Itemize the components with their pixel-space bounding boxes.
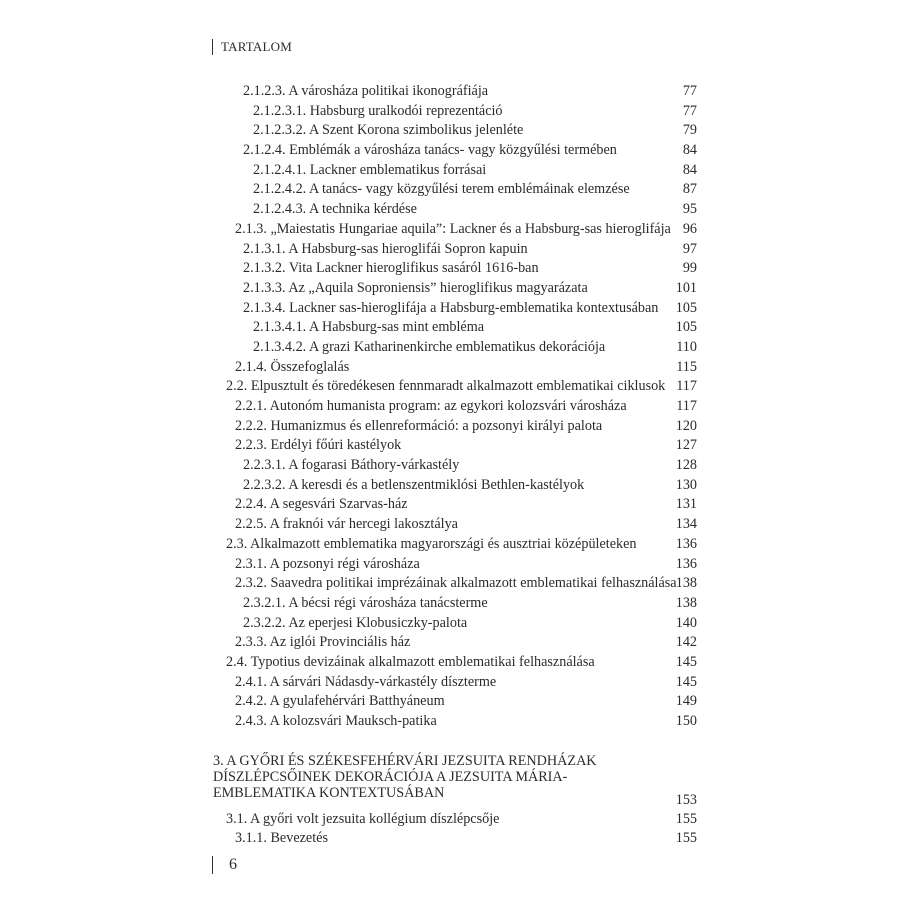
- toc-entry[interactable]: [0, 633, 900, 653]
- toc-entry-title: 2.2.1. Autonóm humanista program: az egykori kolozsvári városháza: [235, 398, 627, 414]
- toc-entry-page: 142: [675, 634, 697, 651]
- toc-entry-page: 150: [675, 713, 697, 729]
- toc-entry-page: 155: [675, 830, 697, 847]
- toc-entry-title: 2.1.3.2. Vita Lackner hieroglifikus sasáról 1616-ban: [243, 260, 539, 277]
- toc-entry-page: 97: [682, 240, 697, 257]
- toc-entry-title: 2.1.2.4.1. Lackner emblematikus forrásai: [253, 161, 487, 178]
- toc-entry[interactable]: [0, 358, 900, 378]
- toc-entry-page: 79: [682, 122, 697, 139]
- toc-entry-page: 115: [676, 358, 697, 375]
- footer-rule: [212, 856, 213, 874]
- toc-entry-title: 2.2.3. Erdélyi főúri kastélyok: [235, 437, 402, 454]
- toc-entry-title: 2.1.2.4.3. A technika kérdése: [253, 201, 417, 218]
- toc-entry[interactable]: [0, 338, 900, 358]
- running-header: [212, 38, 292, 56]
- toc-entry-title: 2.3.2.1. A bécsi régi városháza tanácsterme: [243, 594, 488, 611]
- toc-entry-page: 117: [676, 378, 697, 395]
- toc-entry-page: 105: [675, 319, 697, 336]
- toc-entry-title: 2.1.3.3. Az „Aquila Soproniensis” hieroglifikus magyarázata: [243, 279, 588, 296]
- toc-entry-page: 99: [682, 260, 697, 277]
- toc-entry-page: 77: [682, 102, 697, 119]
- toc-entry-page: 96: [682, 220, 697, 237]
- toc-chapter-title: 3. A GYŐRI ÉS SZÉKESFEHÉRVÁRI JEZSUITA RENDHÁZAK DÍSZLÉPCSŐINEK DEKORÁCIÓJA A JEZSUITA MÁRIA-EMBLEMATIKA KONTEXTUSÁBAN: [213, 752, 597, 801]
- toc-entry-title: 2.1.2.3.2. A Szent Korona szimbolikus jelenléte: [253, 122, 524, 139]
- toc-entry[interactable]: [0, 318, 900, 338]
- toc-entry[interactable]: [0, 810, 900, 830]
- header-rule: [212, 39, 213, 55]
- toc-entry-page: 77: [682, 83, 697, 99]
- toc-entry[interactable]: [0, 456, 900, 476]
- toc-entry-title: 2.2.5. A fraknói vár hercegi lakosztálya: [235, 516, 458, 533]
- toc-entry[interactable]: [0, 673, 900, 693]
- toc-entry-page: 120: [675, 417, 697, 434]
- toc-entry[interactable]: [0, 180, 900, 200]
- toc-entry[interactable]: [0, 417, 900, 437]
- toc-entry[interactable]: [0, 555, 900, 575]
- toc-entry-title: 2.4. Typotius devizáinak alkalmazott emblematikai felhasználása: [226, 653, 595, 670]
- toc-entry-title: 3.1.1. Bevezetés: [235, 830, 328, 847]
- toc-entry-page: 130: [675, 476, 697, 493]
- toc-entry-page: 87: [682, 181, 697, 198]
- toc-entry-title: 2.1.3. „Maiestatis Hungariae aquila”: Lackner és a Habsburg-sas hieroglifája: [235, 220, 671, 237]
- toc-entry-page: 136: [675, 555, 697, 572]
- toc-entry[interactable]: [0, 495, 900, 515]
- table-of-contents: [0, 82, 900, 849]
- toc-entry-title: 2.1.2.3.1. Habsburg uralkodói reprezentáció: [253, 102, 503, 119]
- toc-entry-page: 145: [675, 653, 697, 670]
- toc-entry[interactable]: [0, 102, 900, 122]
- toc-entry[interactable]: [0, 200, 900, 220]
- toc-entry[interactable]: [0, 476, 900, 496]
- toc-entry-title: 2.4.2. A gyulafehérvári Batthyáneum: [235, 693, 445, 710]
- toc-entry[interactable]: [0, 259, 900, 279]
- toc-entry-page: 84: [682, 142, 697, 159]
- toc-entry-page: 155: [675, 810, 697, 827]
- toc-entry[interactable]: [0, 574, 900, 594]
- toc-entry-page: 117: [676, 398, 697, 414]
- toc-chapter-page: 153: [675, 791, 697, 808]
- toc-entry-title: 2.2.2. Humanizmus és ellenreformáció: a pozsonyi királyi palota: [235, 417, 603, 434]
- toc-entry-title: 2.3.2. Saavedra politikai imprézáinak alkalmazott emblematikai felhasználása: [235, 575, 677, 592]
- toc-entry-page: 101: [675, 279, 697, 296]
- toc-entry-page: 127: [675, 437, 697, 454]
- toc-entry[interactable]: [0, 653, 900, 673]
- toc-entry-title: 2.4.3. A kolozsvári Mauksch-patika: [235, 713, 437, 729]
- toc-entry[interactable]: [0, 240, 900, 260]
- toc-entry-title: 2.3.1. A pozsonyi régi városháza: [235, 555, 420, 572]
- toc-entry[interactable]: [0, 712, 900, 732]
- running-title: TARTALOM: [221, 39, 292, 54]
- toc-entry[interactable]: [0, 397, 900, 417]
- toc-entry-page: 149: [675, 693, 697, 710]
- toc-section-3-entries: [0, 810, 900, 849]
- toc-entry-title: 2.2.4. A segesvári Szarvas-ház: [235, 496, 408, 513]
- toc-entry-title: 2.4.1. A sárvári Nádasdy-várkastély díszterme: [235, 673, 497, 690]
- toc-entry-title: 2.3. Alkalmazott emblematika magyarországi és ausztriai középületeken: [226, 535, 637, 552]
- page-footer: [212, 855, 237, 875]
- toc-entry[interactable]: [0, 515, 900, 535]
- toc-entry[interactable]: [0, 141, 900, 161]
- toc-entry-page: 105: [675, 299, 697, 316]
- toc-entry[interactable]: [0, 614, 900, 634]
- toc-entry-page: 145: [675, 673, 697, 690]
- toc-entry[interactable]: [0, 82, 900, 102]
- toc-entry-title: 2.2. Elpusztult és töredékesen fennmaradt alkalmazott emblematikai ciklusok: [226, 378, 666, 395]
- toc-entry-title: 2.3.3. Az iglói Provinciális ház: [235, 634, 411, 651]
- toc-entry-page: 138: [675, 575, 697, 592]
- toc-entry[interactable]: [0, 692, 900, 712]
- toc-entry[interactable]: [0, 436, 900, 456]
- toc-entry[interactable]: [0, 299, 900, 319]
- toc-entry-page: 140: [675, 614, 697, 631]
- toc-entry[interactable]: [0, 535, 900, 555]
- toc-entry[interactable]: [0, 594, 900, 614]
- toc-entry-page: 110: [676, 338, 697, 355]
- toc-entry-title: 2.1.2.4. Emblémák a városháza tanács- vagy közgyűlési termében: [243, 142, 617, 159]
- toc-entry-page: 128: [675, 457, 697, 474]
- toc-entry-title: 2.1.2.4.2. A tanács- vagy közgyűlési terem emblémáinak elemzése: [253, 181, 630, 198]
- toc-entry[interactable]: [0, 220, 900, 240]
- toc-entry-title: 2.1.2.3. A városháza politikai ikonográfiája: [243, 83, 489, 99]
- toc-entry-page: 131: [675, 496, 697, 513]
- toc-entry-title: 2.1.3.4.1. A Habsburg-sas mint embléma: [253, 319, 485, 336]
- toc-entry-title: 2.2.3.2. A keresdi és a betlenszentmiklósi Bethlen-kastélyok: [243, 476, 585, 493]
- toc-entry-page: 84: [682, 161, 697, 178]
- toc-entry-title: 3.1. A győri volt jezsuita kollégium díszlépcsője: [226, 810, 500, 827]
- toc-entry-page: 95: [682, 201, 697, 218]
- toc-entry[interactable]: [0, 279, 900, 299]
- page-number: 6: [229, 856, 237, 873]
- toc-entry-title: 2.1.3.4. Lackner sas-hieroglifája a Habsburg-emblematika kontextusában: [243, 299, 659, 316]
- toc-entry[interactable]: [0, 121, 900, 141]
- toc-entry-page: 138: [675, 594, 697, 611]
- toc-entry-title: 2.1.3.4.2. A grazi Katharinenkirche emblematikus dekorációja: [253, 338, 606, 355]
- toc-entry[interactable]: [0, 161, 900, 181]
- toc-entry[interactable]: [0, 829, 900, 849]
- toc-entry-title: 2.1.4. Összefoglalás: [235, 358, 350, 375]
- toc-section-2-entries: [0, 82, 900, 732]
- toc-entry-title: 2.3.2.2. Az eperjesi Klobusiczky-palota: [243, 614, 468, 631]
- toc-entry-title: 2.1.3.1. A Habsburg-sas hieroglifái Sopron kapuin: [243, 240, 528, 257]
- toc-chapter-entry[interactable]: [0, 751, 900, 810]
- toc-entry[interactable]: [0, 377, 900, 397]
- toc-entry-page: 134: [675, 516, 697, 533]
- toc-entry-page: 136: [675, 535, 697, 552]
- toc-entry-title: 2.2.3.1. A fogarasi Báthory-várkastély: [243, 457, 460, 474]
